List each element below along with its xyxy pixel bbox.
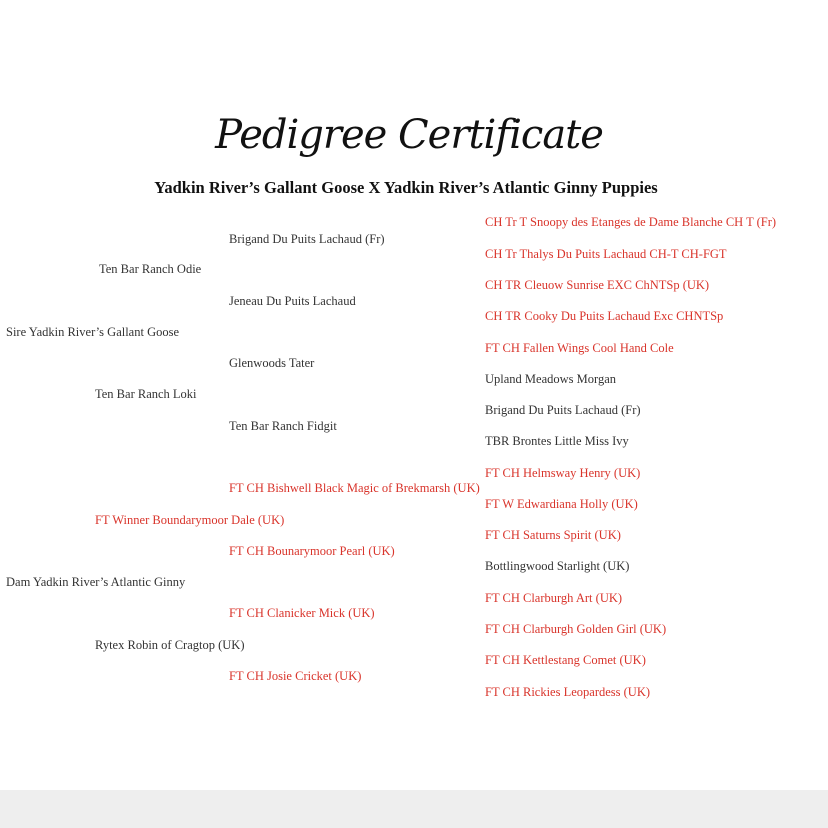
- sire-granddam: Ten Bar Ranch Loki: [95, 387, 197, 401]
- litter-subtitle: Yadkin River’s Gallant Goose X Yadkin River’s Atlantic Ginny Puppies: [154, 178, 658, 197]
- sire-gen4-1: CH Tr T Snoopy des Etanges de Dame Blanche CH T (Fr): [485, 215, 777, 229]
- footer-bar: [0, 790, 828, 828]
- dam-grandsire: FT Winner Boundarymoor Dale (UK): [95, 513, 285, 527]
- sire-gen3-1: Brigand Du Puits Lachaud (Fr): [229, 232, 385, 246]
- dam-gen4-3: FT CH Saturns Spirit (UK): [485, 528, 621, 542]
- sire-grandsire: Ten Bar Ranch Odie: [99, 262, 202, 276]
- dam-gen3-4: FT CH Josie Cricket (UK): [229, 669, 362, 683]
- dam-gen3-3: FT CH Clanicker Mick (UK): [229, 606, 375, 620]
- dam-name: Dam Yadkin River’s Atlantic Ginny: [6, 575, 186, 589]
- sire-gen4-8: TBR Brontes Little Miss Ivy: [485, 434, 629, 448]
- dam-gen4-6: FT CH Clarburgh Golden Girl (UK): [485, 622, 667, 636]
- certificate-title: Pedigree Certificate: [215, 112, 603, 158]
- sire-gen3-2: Jeneau Du Puits Lachaud: [229, 294, 356, 308]
- dam-gen4-4: Bottlingwood Starlight (UK): [485, 559, 630, 573]
- sire-gen4-3: CH TR Cleuow Sunrise EXC ChNTSp (UK): [485, 278, 710, 292]
- sire-gen4-4: CH TR Cooky Du Puits Lachaud Exc CHNTSp: [485, 309, 724, 323]
- dam-granddam: Rytex Robin of Cragtop (UK): [95, 638, 245, 652]
- sire-gen3-3: Glenwoods Tater: [229, 356, 315, 370]
- dam-gen4-1: FT CH Helmsway Henry (UK): [485, 466, 641, 480]
- sire-name: Sire Yadkin River’s Gallant Goose: [6, 325, 180, 339]
- sire-gen3-4: Ten Bar Ranch Fidgit: [229, 419, 337, 433]
- dam-gen3-2: FT CH Bounarymoor Pearl (UK): [229, 544, 395, 558]
- sire-gen4-7: Brigand Du Puits Lachaud (Fr): [485, 403, 641, 417]
- sire-gen4-2: CH Tr Thalys Du Puits Lachaud CH-T CH-FGT: [485, 247, 727, 261]
- dam-gen4-5: FT CH Clarburgh Art (UK): [485, 591, 623, 605]
- sire-gen4-6: Upland Meadows Morgan: [485, 372, 616, 386]
- sire-gen4-5: FT CH Fallen Wings Cool Hand Cole: [485, 341, 674, 355]
- dam-gen4-2: FT W Edwardiana Holly (UK): [485, 497, 638, 511]
- dam-gen3-1: FT CH Bishwell Black Magic of Brekmarsh (UK): [229, 481, 480, 495]
- dam-gen4-7: FT CH Kettlestang Comet (UK): [485, 653, 646, 667]
- dam-gen4-8: FT CH Rickies Leopardess (UK): [485, 685, 651, 699]
